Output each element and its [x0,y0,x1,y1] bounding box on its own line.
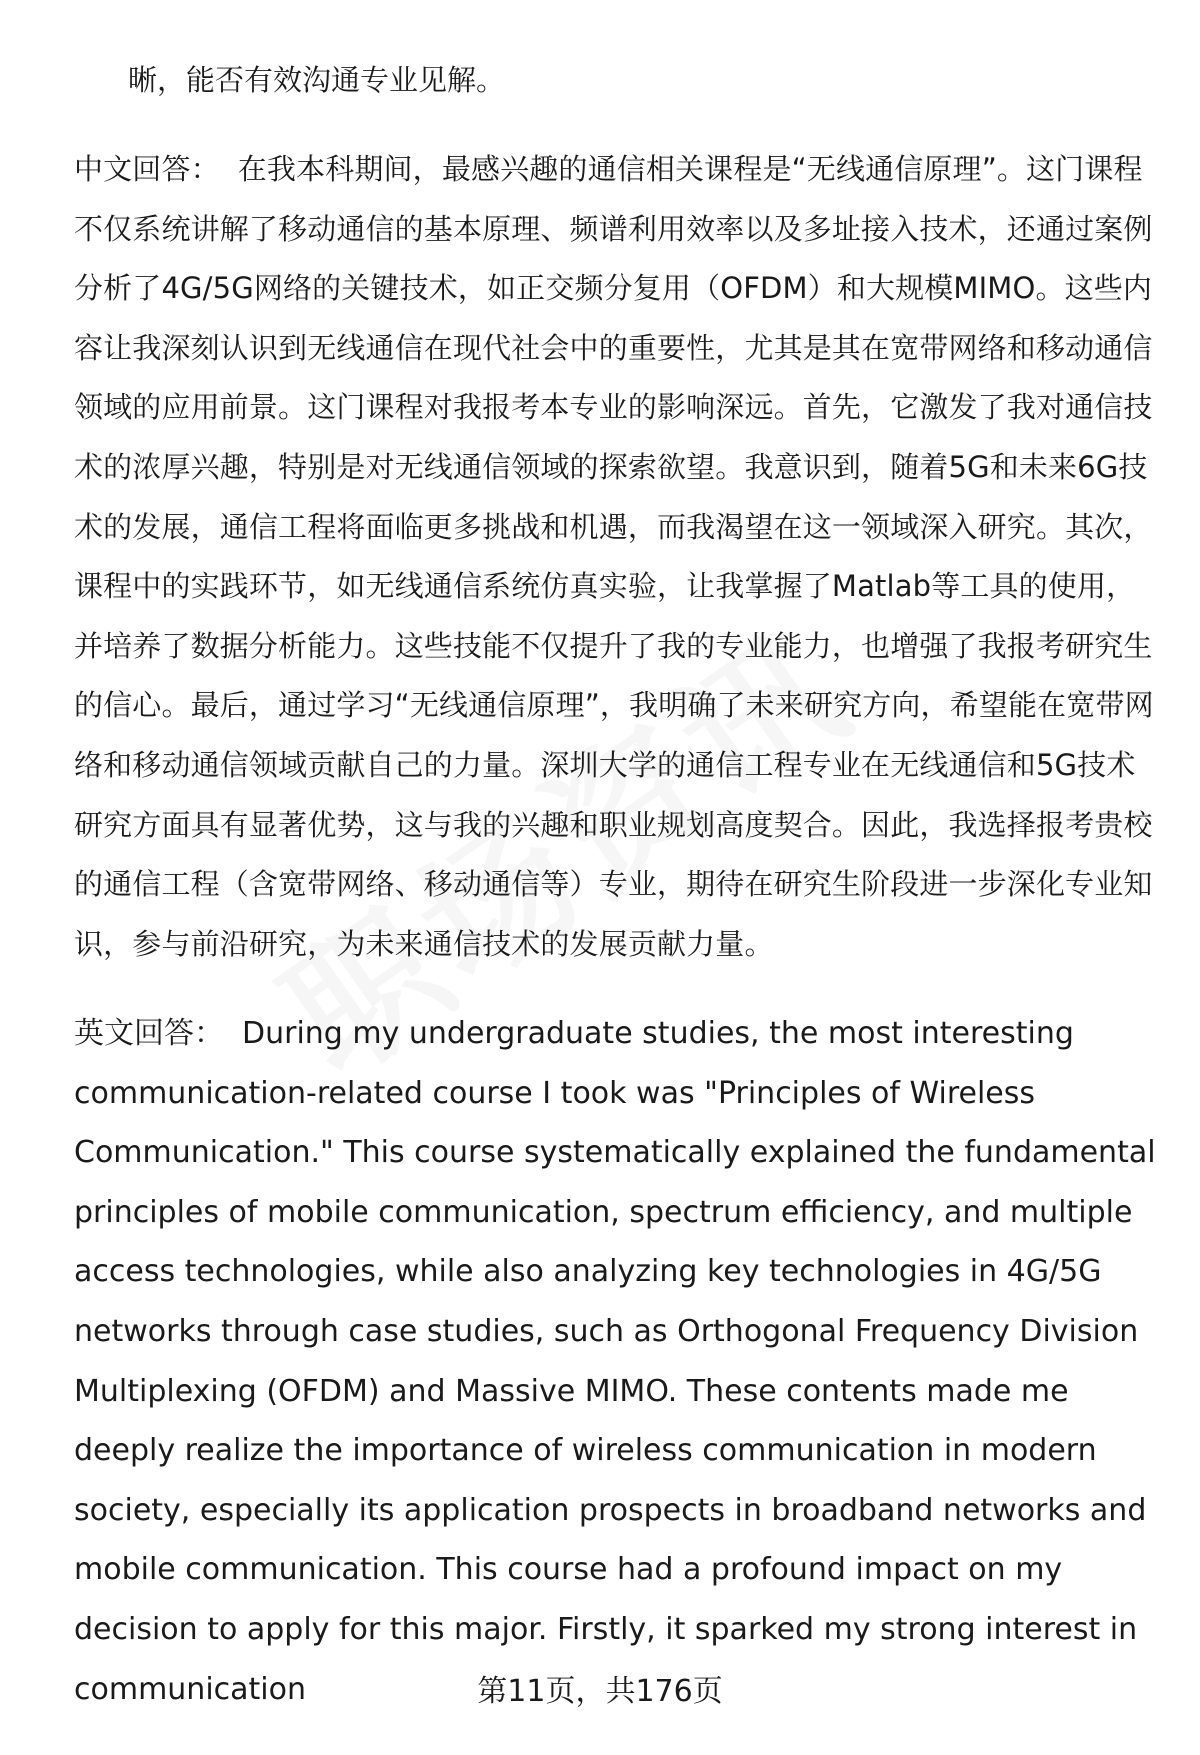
chinese-answer-text: 在我本科期间，最感兴趣的通信相关课程是“无线通信原理”。这门课程不仅系统讲解了移动通信的基本原理、频谱利用效率以及多址接入技术，还通过案例分析了4G/5G网络的关键技术，如正交频分复用（OFDM）和大规模MIMO。这些内容让我深刻认识到无线通信在现代社会中的重要性，尤其是其在宽带网络和移动通信领域的应用前景。这门课程对我报考本专业的影响深远。首先，它激发了我对通信技术的浓厚兴趣，特别是对无线通信领域的探索欲望。我意识到，随着5G和未来6G技术的发展，通信工程将面临更多挑战和机遇，而我渴望在这一领域深入研究。其次，课程中的实践环节，如无线通信系统仿真实验，让我掌握了Matlab等工具的使用，并培养了数据分析能力。这些技能不仅提升了我的专业能力，也增强了我报考研究生的信心。最后，通过学习“无线通信原理”，我明确了未来研究方向，希望能在宽带网络和移动通信领域贡献自己的力量。深圳大学的通信工程专业在无线通信和5G技术研究方面具有显著优势，这与我的兴趣和职业规划高度契合。因此，我选择报考贵校的通信工程（含宽带网络、移动通信等）专业，期待在研究生阶段进一步深化专业知识，参与前沿研究，为未来通信技术的发展贡献力量。 [74,152,1154,961]
chinese-answer-paragraph [74,140,1164,974]
chinese-answer-label: 中文回答： [74,152,220,186]
continuation-line: 晰，能否有效沟通专业见解。 [128,63,506,97]
english-answer-paragraph [74,1004,1164,1719]
english-answer-text: During my undergraduate studies, the most interesting communication-related course I took was "Principles of Wireless Communication." This course systematically explained the fundamental principles of mobile communication, spectrum efficiency, and multiple access technologies, while also analyzing key technologies in 4G/5G networks through case studies, such as Orthogonal Frequency Division Multiplexing (OFDM) and Massive MIMO. These contents made me deeply realize the importance of wireless communication in modern society, especially its application prospects in broadband networks and mobile communication. This course had a profound impact on my decision to apply for this major. Firstly, it sparked my strong interest in communication [74,1016,1156,1707]
english-answer-label: 英文回答： [74,1016,224,1051]
page-number-footer: 第11页，共176页 [477,1674,723,1709]
